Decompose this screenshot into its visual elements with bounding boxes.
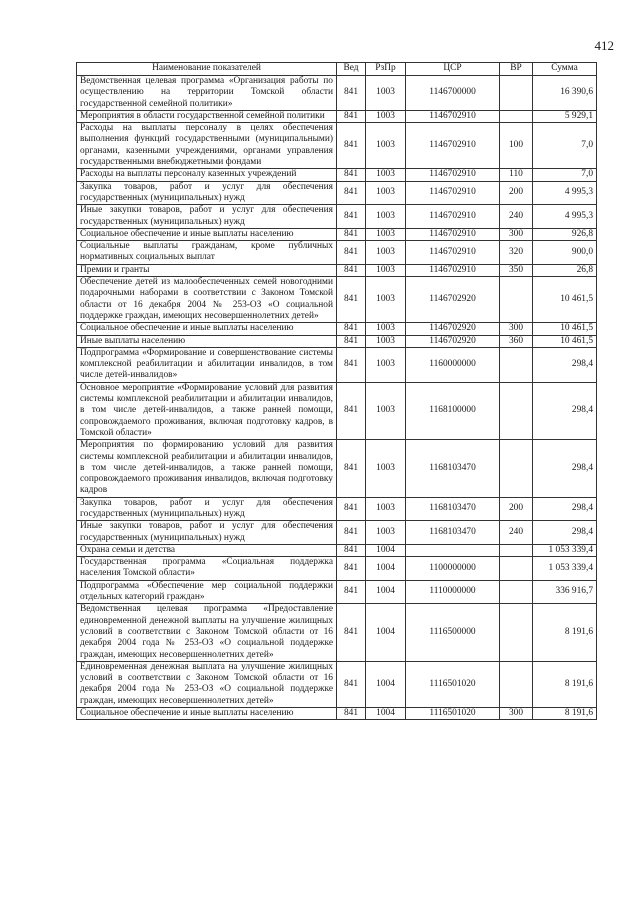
row-vr-cell: 300: [500, 708, 533, 720]
row-rzpr-cell: 1004: [366, 544, 406, 556]
row-csr-cell: 1146702920: [406, 323, 500, 335]
row-rzpr-cell: 1003: [366, 382, 406, 439]
row-ved-cell: 841: [337, 123, 366, 169]
table-row: [77, 169, 597, 181]
row-vr-cell: 350: [500, 264, 533, 276]
row-name-cell: Социальное обеспечение и иные выплаты населению: [77, 708, 337, 720]
row-rzpr-cell: 1004: [366, 708, 406, 720]
row-rzpr-cell: 1003: [366, 323, 406, 335]
row-ved-cell: 841: [337, 181, 366, 205]
row-name-cell: Государственная программа «Социальная поддержка населения Томской области»: [77, 557, 337, 581]
row-ved-cell: 841: [337, 347, 366, 382]
row-csr-cell: 1146702910: [406, 123, 500, 169]
row-csr-cell: 1100000000: [406, 557, 500, 581]
row-vr-cell: [500, 76, 533, 111]
row-csr-cell: 1110000000: [406, 580, 500, 604]
header-rzpr: РзПр: [366, 63, 406, 76]
row-sum-cell: 298,4: [533, 497, 597, 521]
row-sum-cell: 298,4: [533, 347, 597, 382]
row-name-cell: Единовременная денежная выплата на улучшение жилищных условий в соответствии с Законом Томской области от 16 декабря 2004 года № 253-ОЗ «О социальной поддержке граждан, имеющих несовершеннолетних детей»: [77, 661, 337, 707]
row-ved-cell: 841: [337, 440, 366, 497]
row-name-cell: Социальные выплаты гражданам, кроме публичных нормативных социальных выплат: [77, 241, 337, 265]
row-name-cell: Основное мероприятие «Формирование условий для развития системы комплексной реабилитации и абилитации инвалидов, в том числе детей-инвалидов, а также ранней помощи, сопровождаемого проживания, включая подготовку кадров, в Томской области»: [77, 382, 337, 439]
row-name-cell: Закупка товаров, работ и услуг для обеспечения государственных (муниципальных) нужд: [77, 181, 337, 205]
row-sum-cell: 8 191,6: [533, 604, 597, 661]
table-row: [77, 661, 597, 707]
row-name-cell: Иные закупки товаров, работ и услуг для обеспечения государственных (муниципальных) нужд: [77, 205, 337, 229]
row-ved-cell: 841: [337, 604, 366, 661]
row-sum-cell: 900,0: [533, 241, 597, 265]
row-vr-cell: 200: [500, 497, 533, 521]
row-rzpr-cell: 1003: [366, 181, 406, 205]
row-ved-cell: 841: [337, 497, 366, 521]
table-row: [77, 228, 597, 240]
row-rzpr-cell: 1003: [366, 169, 406, 181]
table-header-row: [77, 63, 597, 76]
row-sum-cell: 8 191,6: [533, 661, 597, 707]
row-sum-cell: 10 461,5: [533, 277, 597, 323]
table-row: [77, 205, 597, 229]
table-row: [77, 264, 597, 276]
table-row: [77, 497, 597, 521]
table-body: [77, 76, 597, 720]
table-row: [77, 521, 597, 545]
table-row: [77, 76, 597, 111]
header-csr: ЦСР: [406, 63, 500, 76]
row-rzpr-cell: 1003: [366, 347, 406, 382]
row-rzpr-cell: 1003: [366, 123, 406, 169]
row-vr-cell: [500, 544, 533, 556]
row-name-cell: Иные закупки товаров, работ и услуг для обеспечения государственных (муниципальных) нужд: [77, 521, 337, 545]
row-name-cell: Подпрограмма «Формирование и совершенствование системы комплексной реабилитации и абилитации инвалидов, в том числе детей-инвалидов»: [77, 347, 337, 382]
row-csr-cell: 1146702910: [406, 169, 500, 181]
row-name-cell: Подпрограмма «Обеспечение мер социальной поддержки отдельных категорий граждан»: [77, 580, 337, 604]
row-vr-cell: 300: [500, 323, 533, 335]
row-sum-cell: 26,8: [533, 264, 597, 276]
row-csr-cell: 1116500000: [406, 604, 500, 661]
row-name-cell: Ведомственная целевая программа «Организация работы по осуществлению на территории Томской области государственной семейной политики»: [77, 76, 337, 111]
row-rzpr-cell: 1004: [366, 580, 406, 604]
row-vr-cell: [500, 557, 533, 581]
row-ved-cell: 841: [337, 169, 366, 181]
row-csr-cell: 1146702910: [406, 241, 500, 265]
row-sum-cell: 336 916,7: [533, 580, 597, 604]
row-vr-cell: 360: [500, 335, 533, 347]
row-vr-cell: 100: [500, 123, 533, 169]
row-sum-cell: 10 461,5: [533, 335, 597, 347]
row-rzpr-cell: 1003: [366, 335, 406, 347]
row-vr-cell: 240: [500, 205, 533, 229]
row-sum-cell: 298,4: [533, 440, 597, 497]
row-csr-cell: 1146702910: [406, 264, 500, 276]
row-rzpr-cell: 1003: [366, 497, 406, 521]
row-rzpr-cell: 1003: [366, 76, 406, 111]
row-rzpr-cell: 1003: [366, 264, 406, 276]
row-vr-cell: [500, 580, 533, 604]
row-ved-cell: 841: [337, 205, 366, 229]
table-row: [77, 110, 597, 122]
row-rzpr-cell: 1003: [366, 110, 406, 122]
row-rzpr-cell: 1003: [366, 205, 406, 229]
row-ved-cell: 841: [337, 544, 366, 556]
table-row: [77, 241, 597, 265]
row-csr-cell: 1146702910: [406, 205, 500, 229]
row-name-cell: Социальное обеспечение и иные выплаты населению: [77, 323, 337, 335]
row-vr-cell: [500, 661, 533, 707]
table-row: [77, 604, 597, 661]
row-rzpr-cell: 1003: [366, 521, 406, 545]
row-ved-cell: 841: [337, 557, 366, 581]
table-row: [77, 544, 597, 556]
row-name-cell: Мероприятия по формированию условий для развития системы комплексной реабилитации и абилитации инвалидов, в том числе детей-инвалидов, а также ранней помощи, сопровождаемого проживания инвалидов, включая подготовку кадров: [77, 440, 337, 497]
table-row: [77, 277, 597, 323]
row-sum-cell: 298,4: [533, 521, 597, 545]
row-rzpr-cell: 1003: [366, 241, 406, 265]
row-vr-cell: [500, 382, 533, 439]
table-row: [77, 123, 597, 169]
row-csr-cell: 1168103470: [406, 521, 500, 545]
row-name-cell: Расходы на выплаты персоналу казенных учреждений: [77, 169, 337, 181]
row-sum-cell: 1 053 339,4: [533, 557, 597, 581]
header-name: Наименование показателей: [77, 63, 337, 76]
row-csr-cell: 1146702910: [406, 110, 500, 122]
row-csr-cell: 1146702920: [406, 335, 500, 347]
row-sum-cell: 10 461,5: [533, 323, 597, 335]
row-csr-cell: 1146702910: [406, 181, 500, 205]
row-vr-cell: 200: [500, 181, 533, 205]
table-row: [77, 323, 597, 335]
row-rzpr-cell: 1003: [366, 277, 406, 323]
table-row: [77, 580, 597, 604]
row-name-cell: Охрана семьи и детства: [77, 544, 337, 556]
row-csr-cell: 1146700000: [406, 76, 500, 111]
row-sum-cell: 4 995,3: [533, 205, 597, 229]
row-vr-cell: [500, 440, 533, 497]
row-csr-cell: [406, 544, 500, 556]
table-row: [77, 382, 597, 439]
row-ved-cell: 841: [337, 110, 366, 122]
row-sum-cell: 16 390,6: [533, 76, 597, 111]
row-csr-cell: 1168100000: [406, 382, 500, 439]
row-ved-cell: 841: [337, 521, 366, 545]
row-name-cell: Обеспечение детей из малообеспеченных семей новогодними подарочными наборами в соответствии с Законом Томской области от 16 декабря 2004 № 253-ОЗ «О социальной поддержке граждан, имеющих несовершеннолетних детей»: [77, 277, 337, 323]
row-sum-cell: 7,0: [533, 169, 597, 181]
table-row: [77, 181, 597, 205]
row-vr-cell: 110: [500, 169, 533, 181]
row-name-cell: Расходы на выплаты персоналу в целях обеспечения выполнения функций государственными (муниципальными) органами, казенными учреждениями, органами управления государственными внебюджетными фондами: [77, 123, 337, 169]
table-row: [77, 557, 597, 581]
row-vr-cell: [500, 604, 533, 661]
row-vr-cell: 240: [500, 521, 533, 545]
row-rzpr-cell: 1004: [366, 604, 406, 661]
row-ved-cell: 841: [337, 76, 366, 111]
row-vr-cell: [500, 277, 533, 323]
row-sum-cell: 1 053 339,4: [533, 544, 597, 556]
row-csr-cell: 1168103470: [406, 440, 500, 497]
row-name-cell: Иные выплаты населению: [77, 335, 337, 347]
table-row: [77, 335, 597, 347]
row-sum-cell: 4 995,3: [533, 181, 597, 205]
row-ved-cell: 841: [337, 323, 366, 335]
row-vr-cell: 320: [500, 241, 533, 265]
row-ved-cell: 841: [337, 580, 366, 604]
row-vr-cell: [500, 347, 533, 382]
row-ved-cell: 841: [337, 277, 366, 323]
row-ved-cell: 841: [337, 335, 366, 347]
row-ved-cell: 841: [337, 708, 366, 720]
header-sum: Сумма: [533, 63, 597, 76]
row-rzpr-cell: 1004: [366, 557, 406, 581]
row-sum-cell: 5 929,1: [533, 110, 597, 122]
table-row: [77, 440, 597, 497]
row-name-cell: Ведомственная целевая программа «Предоставление единовременной денежной выплаты на улучшение жилищных условий в соответствии с Законом Томской области от 16 декабря 2004 года № 253-ОЗ «О социальной поддержке граждан, имеющих несовершеннолетних детей»: [77, 604, 337, 661]
row-csr-cell: 1168103470: [406, 497, 500, 521]
row-name-cell: Социальное обеспечение и иные выплаты населению: [77, 228, 337, 240]
header-ved: Вед: [337, 63, 366, 76]
row-csr-cell: 1116501020: [406, 708, 500, 720]
row-csr-cell: 1146702910: [406, 228, 500, 240]
page-number: 412: [594, 38, 614, 53]
row-vr-cell: 300: [500, 228, 533, 240]
table-row: [77, 708, 597, 720]
row-name-cell: Мероприятия в области государственной семейной политики: [77, 110, 337, 122]
row-csr-cell: 1116501020: [406, 661, 500, 707]
table-row: [77, 347, 597, 382]
row-name-cell: Закупка товаров, работ и услуг для обеспечения государственных (муниципальных) нужд: [77, 497, 337, 521]
row-sum-cell: 7,0: [533, 123, 597, 169]
row-sum-cell: 8 191,6: [533, 708, 597, 720]
row-ved-cell: 841: [337, 661, 366, 707]
row-ved-cell: 841: [337, 264, 366, 276]
row-vr-cell: [500, 110, 533, 122]
row-ved-cell: 841: [337, 382, 366, 439]
budget-table: [76, 62, 597, 720]
row-sum-cell: 926,8: [533, 228, 597, 240]
row-rzpr-cell: 1003: [366, 228, 406, 240]
row-ved-cell: 841: [337, 228, 366, 240]
row-name-cell: Премии и гранты: [77, 264, 337, 276]
header-vr: ВР: [500, 63, 533, 76]
row-rzpr-cell: 1003: [366, 440, 406, 497]
row-ved-cell: 841: [337, 241, 366, 265]
row-csr-cell: 1160000000: [406, 347, 500, 382]
row-csr-cell: 1146702920: [406, 277, 500, 323]
row-sum-cell: 298,4: [533, 382, 597, 439]
row-rzpr-cell: 1004: [366, 661, 406, 707]
